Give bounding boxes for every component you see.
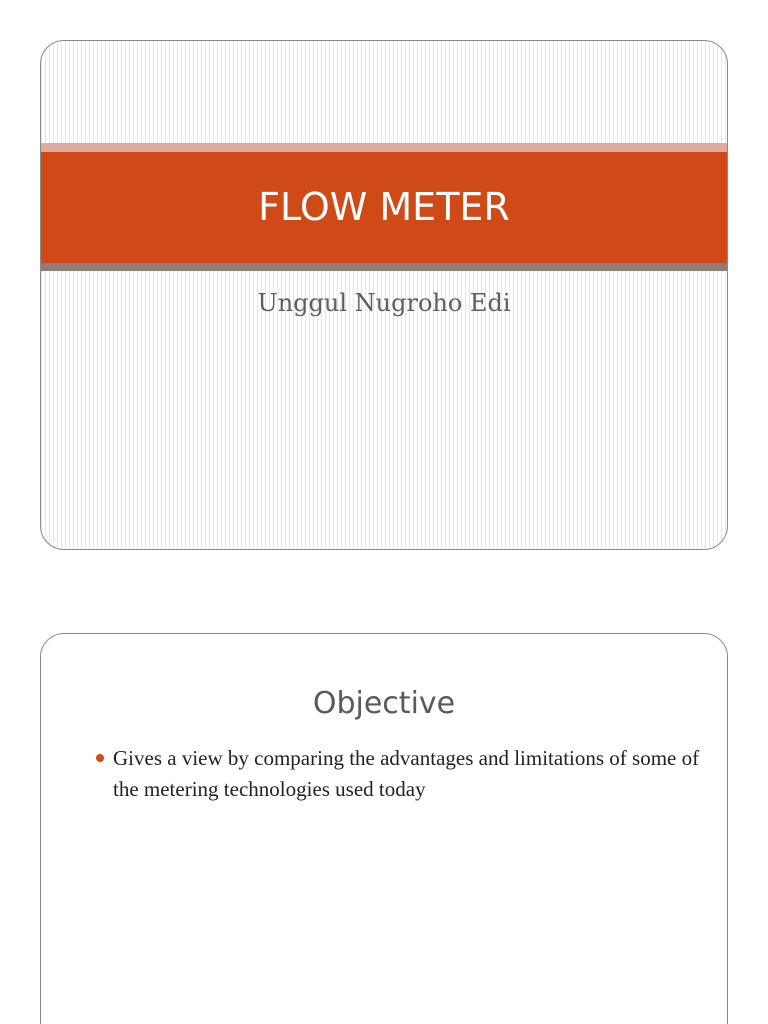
bullet-text: Gives a view by comparing the advantages and limitations of some of the metering technologies used today bbox=[113, 746, 700, 801]
title-band-shadow bbox=[41, 263, 727, 271]
slide-subtitle-author: Unggul Nugroho Edi bbox=[257, 289, 511, 317]
slide-title: FLOW METER bbox=[258, 185, 510, 229]
bullet-item bbox=[113, 743, 703, 805]
title-slide bbox=[40, 40, 728, 550]
slide-title: Objective bbox=[312, 686, 456, 721]
bullet-dot-icon bbox=[96, 754, 104, 762]
bullet-list bbox=[113, 743, 703, 805]
content-slide bbox=[40, 633, 728, 1024]
